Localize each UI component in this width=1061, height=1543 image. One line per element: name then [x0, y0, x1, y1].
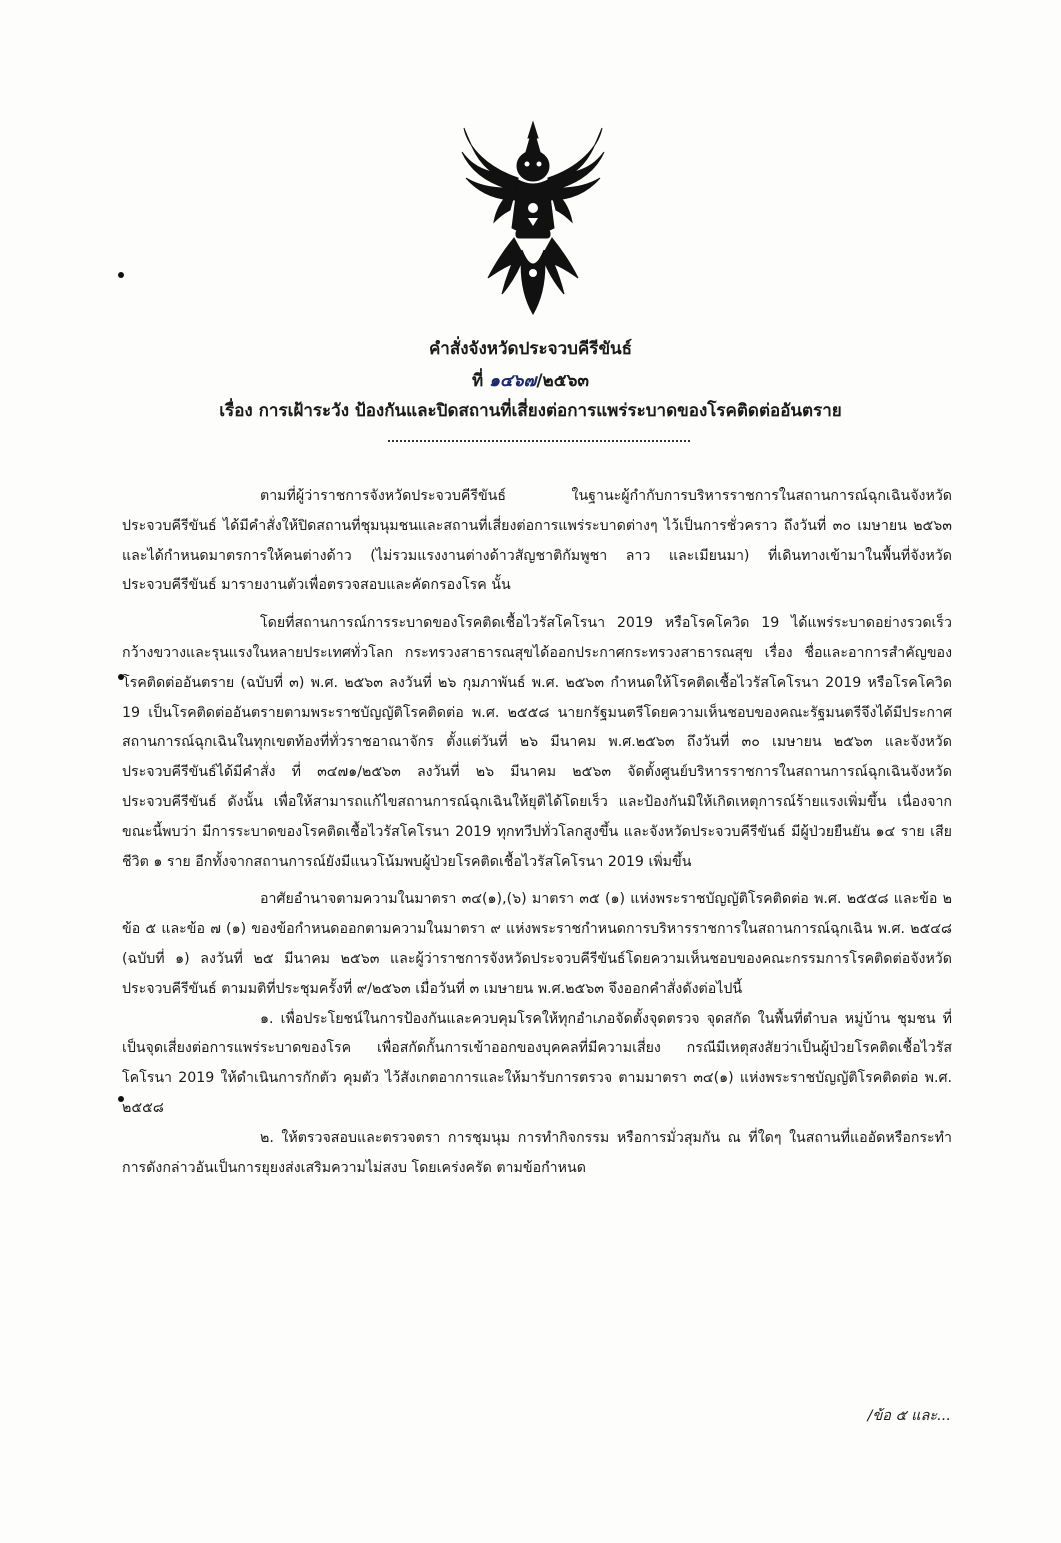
order-subject — [0, 396, 1061, 426]
order-number-suffix: /๒๕๖๓ — [536, 371, 590, 391]
order-subject-text: เรื่อง การเฝ้าระวัง ป้องกันและปิดสถานที่เสี่ยงต่อการแพร่ระบาดของโรคติดต่ออันตราย — [219, 401, 842, 421]
order-number-prefix: ที่ — [471, 371, 484, 391]
paragraph-item-1: ๑. เพื่อประโยชน์ในการป้องกันและควบคุมโรคให้ทุกอำเภอจัดตั้งจุดตรวจ จุดสกัด ในพื้นที่ตำบล หมู่บ้าน ชุมชน ที่เป็นจุดเสี่ยงต่อการแพร่ระบาดของโรค เพื่อสกัดกั้นการเข้าออกของบุคคลที่มีความเสี่ยง กรณีมีเหตุสงสัยว่าเป็นผู้ป่วยโรคติดเชื้อไวรัสโคโรนา 2019 ให้ดำเนินการกักตัว คุมตัว ไว้สังเกตอาการและให้มารับการตรวจ ตามมาตรา ๓๔(๑) แห่งพระราชบัญญัติโรคติดต่อ พ.ศ. ๒๕๕๘ — [122, 1010, 952, 1116]
paragraph-authority: อาศัยอำนาจตามความในมาตรา ๓๔(๑),(๖) มาตรา ๓๕ (๑) แห่งพระราชบัญญัติโรคติดต่อ พ.ศ. ๒๕๕๘ และข้อ ๒ ข้อ ๕ และข้อ ๗ (๑) ของข้อกำหนดออกตามความในมาตรา ๙ แห่งพระราชกำหนดการบริหารราชการในสถานการณ์ฉุกเฉิน พ.ศ. ๒๕๔๘ (ฉบับที่ ๑) ลงวันที่ ๒๕ มีนาคม ๒๕๖๓ และผู้ว่าราชการจังหวัดประจวบคีรีขันธ์โดยความเห็นชอบของคณะกรรมการโรคติดต่อจังหวัดประจวบคีรีขันธ์ ตามมติที่ประชุมครั้งที่ ๙/๒๕๖๓ เมื่อวันที่ ๓ เมษายน พ.ศ.๒๕๖๓ จึงออกคำสั่งดังต่อไปนี้ — [122, 891, 952, 997]
garuda-emblem-icon — [458, 118, 608, 318]
punch-hole-mark — [118, 272, 124, 278]
order-number-handwritten: ๑๔๖๗ — [489, 371, 537, 391]
continuation-note: /ข้อ ๕ และ... — [867, 1408, 951, 1424]
paragraph-item-2: ๒. ให้ตรวจสอบและตรวจตรา การชุมนุม การทำกิจกรรม หรือการมั่วสุมกัน ณ ที่ใดๆ ในสถานที่แออัดหรือกระทำการดังกล่าวอันเป็นการยุยงส่งเสริมความไม่สงบ โดยเคร่งครัด ตามข้อกำหนด — [122, 1129, 952, 1176]
dotted-divider — [388, 440, 690, 442]
paragraph-background: ตามที่ผู้ว่าราชการจังหวัดประจวบคีรีขันธ์ ในฐานะผู้กำกับการบริหารราชการในสถานการณ์ฉุกเฉินจังหวัดประจวบคีรีขันธ์ ได้มีคำสั่งให้ปิดสถานที่ชุมนุมชนและสถานที่เสี่ยงต่อการแพร่ระบาดต่างๆ ไว้เป็นการชั่วคราว ถึงวันที่ ๓๐ เมษายน ๒๕๖๓ และได้กำหนดมาตรการให้คนต่างด้าว (ไม่รวมแรงงานต่างด้าวสัญชาติกัมพูชา ลาว และเมียนมา) ที่เดินทางเข้ามาในพื้นที่จังหวัดประจวบคีรีขันธ์ มารายงานตัวเพื่อตรวจสอบและคัดกรองโรค นั้น — [122, 488, 952, 594]
order-title — [0, 334, 1061, 364]
order-title-text: คำสั่งจังหวัดประจวบคีรีขันธ์ — [428, 339, 633, 359]
order-number — [0, 366, 1061, 396]
order-body — [122, 482, 952, 1183]
paragraph-situation: โดยที่สถานการณ์การระบาดของโรคติดเชื้อไวรัสโคโรนา 2019 หรือโรคโควิด 19 ได้แพร่ระบาดอย่างรวดเร็วกว้างขวางและรุนแรงในหลายประเทศทั่วโลก กระทรวงสาธารณสุขได้ออกประกาศกระทรวงสาธารณสุข เรื่อง ชื่อและอาการสำคัญของโรคติดต่ออันตราย (ฉบับที่ ๓) พ.ศ. ๒๕๖๓ ลงวันที่ ๒๖ กุมภาพันธ์ พ.ศ. ๒๕๖๓ กำหนดให้โรคติดเชื้อไวรัสโคโรนา 2019 หรือโรคโควิด 19 เป็นโรคติดต่ออันตรายตามพระราชบัญญัติโรคติดต่อ พ.ศ. ๒๕๕๘ นายกรัฐมนตรีโดยความเห็นชอบของคณะรัฐมนตรีจึงได้มีประกาศสถานการณ์ฉุกเฉินในทุกเขตท้องที่ทั่วราชอาณาจักร ตั้งแต่วันที่ ๒๖ มีนาคม พ.ศ.๒๕๖๓ ถึงวันที่ ๓๐ เมษายน ๒๕๖๓ และจังหวัดประจวบคีรีขันธ์ได้มีคำสั่ง ที่ ๓๔๗๑/๒๕๖๓ ลงวันที่ ๒๖ มีนาคม ๒๕๖๓ จัดตั้งศูนย์บริหารราชการในสถานการณ์ฉุกเฉินจังหวัดประจวบคีรีขันธ์ ดังนั้น เพื่อให้สามารถแก้ไขสถานการณ์ฉุกเฉินให้ยุติได้โดยเร็ว และป้องกันมิให้เกิดเหตุการณ์ร้ายแรงเพิ่มขึ้น เนื่องจากขณะนี้พบว่า มีการระบาดของโรคติดเชื้อไวรัสโคโรนา 2019 ทุกทวีปทั่วโลกสูงขึ้น และจังหวัดประจวบคีรีขันธ์ มีผู้ป่วยยืนยัน ๑๔ ราย เสียชีวิต ๑ ราย อีกทั้งจากสถานการณ์ยังมีแนวโน้มพบผู้ป่วยโรคติดเชื้อไวรัสโคโรนา 2019 เพิ่มขึ้น — [122, 615, 952, 870]
